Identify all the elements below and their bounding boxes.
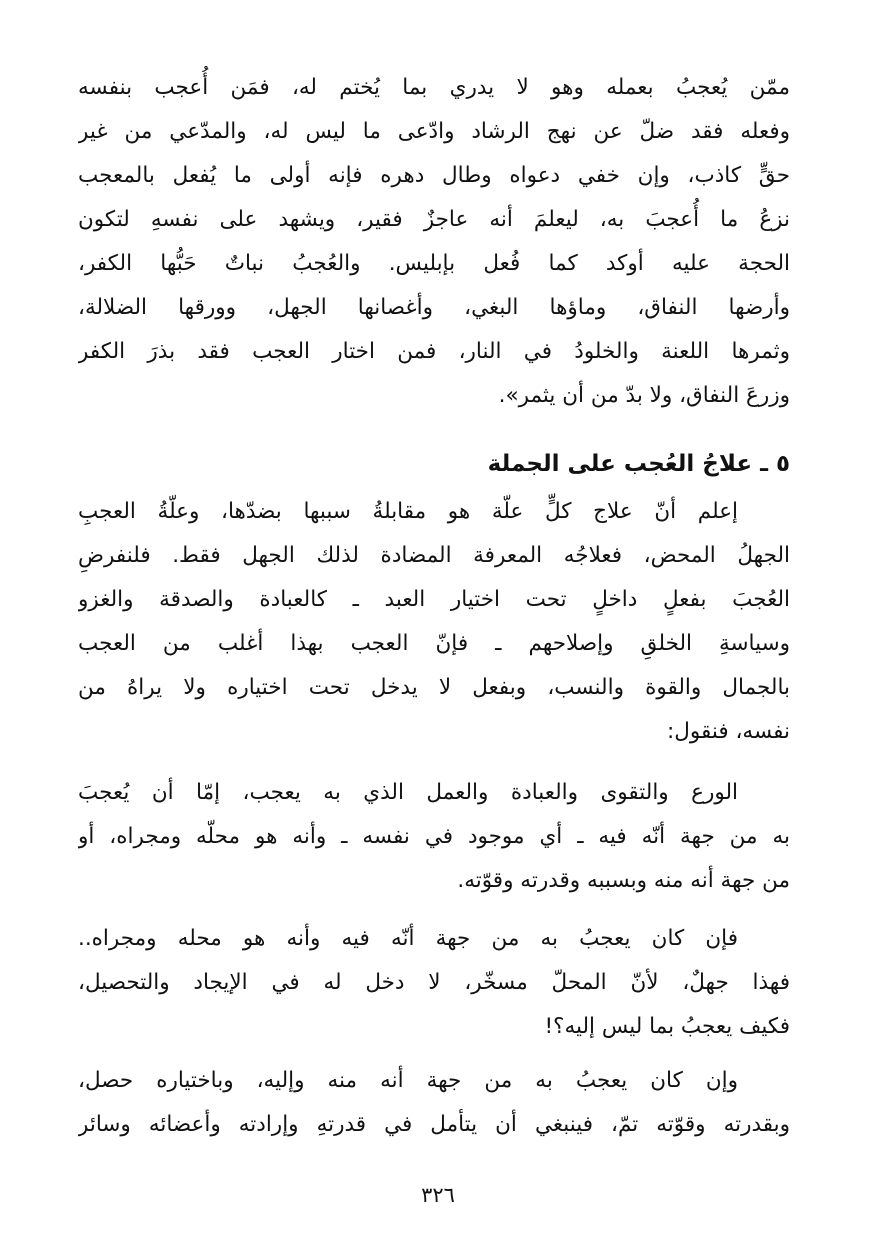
section-heading: ٥ ـ علاجُ العُجب على الجملة: [487, 451, 790, 477]
paragraph-line: العُجبَ بفعلٍ داخلٍ تحت اختيار العبد ـ كالعبادة والصدقة والغزو: [78, 587, 790, 612]
paragraph-line: به من جهة أنّه فيه ـ أي موجود في نفسه ـ وأنه هو محلّه ومجراه، أو: [78, 824, 790, 849]
paragraph-line: بالجمال والقوة والنسب، وبفعل لا يدخل تحت اختياره ولا يراهُ من: [78, 675, 790, 700]
paragraph-line: نفسه، فنقول:: [667, 719, 790, 744]
paragraph-1: [78, 66, 790, 418]
paragraph-line: من جهة أنه منه وبسببه وقدرته وقوّته.: [457, 868, 790, 893]
paragraph-line: وأرضها النفاق، وماؤها البغي، وأغصانها الجهل، وورقها الضلالة،: [78, 295, 790, 320]
paragraph-line: وإن كان يعجبُ به من جهة أنه منه وإليه، وباختياره حصل،: [78, 1068, 738, 1093]
page-number: ٣٢٦: [421, 1183, 455, 1207]
paragraph-line: فهذا جهلٌ، لأنّ المحلّ مسخّر، لا دخل له في الإيجاد والتحصيل،: [78, 970, 790, 995]
paragraph-line: فكيف يعجبُ بما ليس إليه؟!: [544, 1014, 790, 1039]
paragraph-line: وثمرها اللعنة والخلودُ في النار، فمن اختار العجب فقد بذرَ الكفر: [78, 339, 790, 364]
paragraph-line: وسياسةِ الخلقِ وإصلاحهم ـ فإنّ العجب بهذا أغلب من العجب: [78, 631, 790, 656]
paragraph-line: الورع والتقوى والعبادة والعمل الذي به يعجب، إمّا أن يُعجبَ: [78, 780, 738, 805]
paragraph-line: الجهلُ المحض، فعلاجُه المعرفة المضادة لذلك الجهل فقط. فلنفرضِ: [78, 543, 790, 568]
paragraph-line: نزعُ ما أُعجبَ به، ليعلمَ أنه عاجزٌ فقير، ويشهد على نفسهِ لتكون: [78, 207, 790, 232]
paragraph-line: وبقدرته وقوّته تمّ، فينبغي أن يتأمل في قدرتهِ وإرادته وأعضائه وسائر: [78, 1112, 790, 1137]
paragraph-line: إعلم أنّ علاج كلٍّ علّة هو مقابلةُ سببها بضدّها، وعلّةُ العجبِ: [78, 499, 738, 524]
paragraph-4: [78, 917, 790, 1049]
paragraph-2: [78, 490, 790, 754]
paragraph-line: وفعله فقد ضلّ عن نهج الرشاد وادّعى ما ليس له، والمدّعي من غير: [78, 119, 790, 144]
paragraph-line: حقٍّ كاذب، وإن خفي دعواه وطال دهره فإنه أولى ما يُفعل بالمعجب: [78, 163, 790, 188]
paragraph-line: وزرعَ النفاق، ولا بدّ من أن يثمر».: [498, 383, 790, 408]
paragraph-5: [78, 1059, 790, 1147]
paragraph-3: [78, 771, 790, 903]
paragraph-line: ممّن يُعجبُ بعمله وهو لا يدري بما يُختم له، فمَن أُعجب بنفسه: [78, 75, 790, 100]
paragraph-line: الحجة عليه أوكد كما فُعل بإبليس. والعُجبُ نباتٌ حَبُّها الكفر،: [78, 251, 790, 276]
paragraph-line: فإن كان يعجبُ به من جهة أنّه فيه وأنه هو محله ومجراه..: [78, 926, 738, 951]
